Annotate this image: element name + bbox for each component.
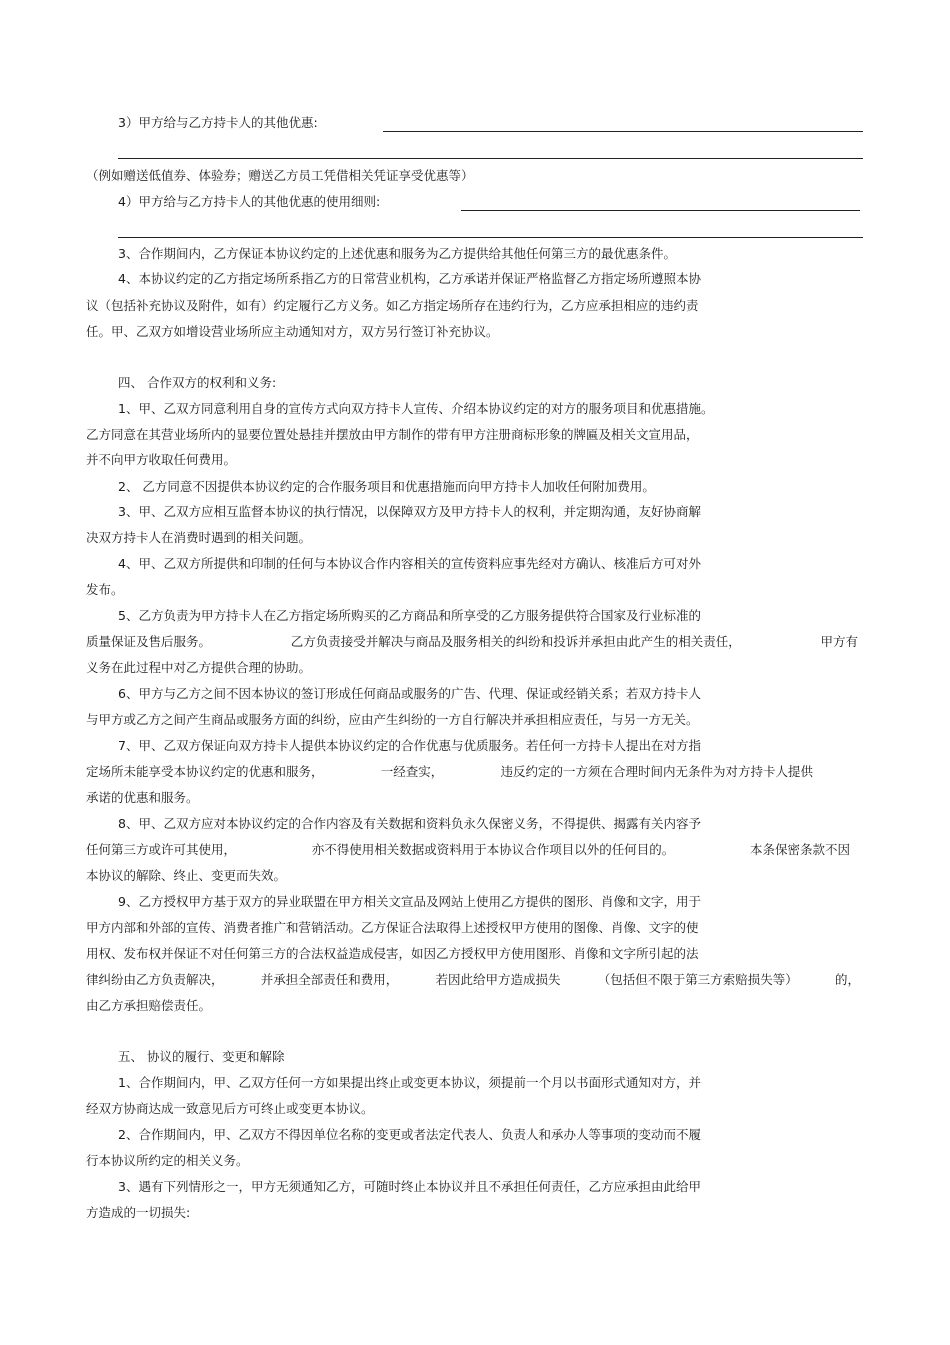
- item-4-fill-line: [461, 210, 860, 211]
- section-5-heading: 五、 协议的履行、变更和解除: [118, 1049, 285, 1064]
- clause-4-4-line-1: 4、甲、乙双方所提供和印制的任何与本协议合作内容相关的宣传资料应事先经对方确认、核准后方可对外: [118, 556, 701, 571]
- clause-4-9-line-3: 用权、发布权并保证不对任何第三方的合法权益造成侵害，如因乙方授权甲方使用图形、肖像和文字所引起的法: [86, 946, 699, 961]
- clause-5-1-line-2: 经双方协商达成一致意见后方可终止或变更本协议。: [86, 1101, 374, 1116]
- clause-4-3-line-1: 3、甲、乙双方应相互监督本协议的执行情况，以保障双方及甲方持卡人的权利，并定期沟通，友好协商解: [118, 504, 701, 519]
- item-3-fill-line-2: [118, 158, 863, 159]
- clause-4-5-seg-b: 乙方负责接受并解决与商品及服务相关的纠纷和投诉并承担由此产生的相关责任，: [290, 634, 741, 649]
- item-3-label: 3）甲方给与乙方持卡人的其他优惠:: [118, 115, 318, 130]
- clause-4-5-line-3: 义务在此过程中对乙方提供合理的协助。: [86, 660, 312, 675]
- clause-4-3-line-2: 决双方持卡人在消费时遇到的相关问题。: [86, 530, 312, 545]
- clause-4-9-line-2: 甲方内部和外部的宣传、消费者推广和营销活动。乙方保证合法取得上述授权甲方使用的图像、肖像、文字的使: [86, 920, 699, 935]
- clause-4-6-line-2: 与甲方或乙方之间产生商品或服务方面的纠纷，应由产生纠纷的一方自行解决并承担相应责任，与另一方无关。: [86, 712, 699, 727]
- clause-3-4-line-3: 任。甲、乙双方如增设营业场所应主动通知对方，双方另行签订补充协议。: [86, 324, 499, 339]
- clause-3-4-line-2: 议（包括补充协议及附件，如有）约定履行乙方义务。如乙方指定场所存在违约行为，乙方应承担相应的违约责: [86, 298, 699, 313]
- clause-4-1-line-3: 并不向甲方收取任何费用。: [86, 452, 237, 467]
- clause-4-9-line-5: 由乙方承担赔偿责任。: [86, 998, 212, 1013]
- clause-4-5-seg-c: 甲方有: [820, 634, 858, 649]
- clause-4-7-line-3: 承诺的优惠和服务。: [86, 790, 199, 805]
- clause-5-3-line-1: 3、遇有下列情形之一，甲方无须通知乙方，可随时终止本协议并且不承担任何责任，乙方应承担由此给甲: [118, 1179, 701, 1194]
- clause-5-2-line-2: 行本协议所约定的相关义务。: [86, 1153, 249, 1168]
- clause-4-7-line-2: [86, 764, 813, 780]
- clause-4-9-seg-c: 若因此给甲方造成损失: [435, 972, 561, 987]
- item-3-example: （例如赠送低值券、体验券；赠送乙方员工凭借相关凭证享受优惠等）: [86, 168, 474, 183]
- clause-4-7-seg-a: 定场所未能享受本协议约定的优惠和服务，: [86, 764, 324, 779]
- clause-4-5-line-2: [86, 634, 858, 650]
- clause-4-2: 2、 乙方同意不因提供本协议约定的合作服务项目和优惠措施而向甲方持卡人加收任何附加费用。: [118, 479, 655, 494]
- clause-4-4-line-2: 发布。: [86, 582, 124, 597]
- clause-4-9-seg-e: 的，: [834, 972, 860, 987]
- item-3-fill-line: [383, 131, 863, 132]
- clause-4-5-line-1: 5、乙方负责为甲方持卡人在乙方指定场所购买的乙方商品和所享受的乙方服务提供符合国家及行业标准的: [118, 608, 701, 623]
- clause-5-2-line-1: 2、合作期间内，甲、乙双方不得因单位名称的变更或者法定代表人、负责人和承办人等事项的变动而不履: [118, 1127, 701, 1142]
- clause-4-7-seg-b: 一经查实，: [380, 764, 444, 779]
- clause-4-9-line-4: [86, 972, 860, 988]
- item-4-fill-line-2: [118, 237, 863, 238]
- clause-4-8-line-3: 本协议的解除、终止、变更而失效。: [86, 868, 287, 883]
- clause-4-7-line-1: 7、甲、乙双方保证向双方持卡人提供本协议约定的合作优惠与优质服务。若任何一方持卡人提出在对方指: [118, 738, 701, 753]
- clause-4-8-seg-a: 任何第三方或许可其使用，: [86, 842, 237, 857]
- clause-3-3: 3、合作期间内，乙方保证本协议约定的上述优惠和服务为乙方提供给其他任何第三方的最优惠条件。: [118, 246, 676, 261]
- clause-4-9-seg-d: （包括但不限于第三方索赔损失等）: [597, 972, 798, 987]
- item-4-label: 4）甲方给与乙方持卡人的其他优惠的使用细则:: [118, 194, 381, 209]
- clause-4-9-seg-a: 律纠纷由乙方负责解决，: [86, 972, 224, 987]
- section-4-heading: 四、 合作双方的权利和义务:: [118, 375, 277, 390]
- clause-5-1-line-1: 1、合作期间内，甲、乙双方任何一方如果提出终止或变更本协议，须提前一个月以书面形式通知对方，并: [118, 1075, 701, 1090]
- clause-3-4-line-1: 4、本协议约定的乙方指定场所系指乙方的日常营业机构，乙方承诺并保证严格监督乙方指定场所遵照本协: [118, 271, 701, 286]
- clause-4-1-line-1: 1、甲、乙双方同意利用自身的宣传方式向双方持卡人宣传、介绍本协议约定的对方的服务项目和优惠措施。: [118, 401, 714, 416]
- clause-4-8-line-1: 8、甲、乙双方应对本协议约定的合作内容及有关数据和资料负永久保密义务，不得提供、揭露有关内容予: [118, 816, 701, 831]
- clause-5-3-line-2: 方造成的一切损失:: [86, 1205, 191, 1220]
- clause-4-8-seg-c: 本条保密条款不因: [749, 842, 850, 857]
- clause-4-1-line-2: 乙方同意在其营业场所内的显要位置处悬挂并摆放由甲方制作的带有甲方注册商标形象的牌匾及相关文宣用品，: [86, 427, 699, 442]
- clause-4-5-seg-a: 质量保证及售后服务。: [86, 634, 212, 649]
- clause-4-9-line-1: 9、乙方授权甲方基于双方的异业联盟在甲方相关文宣品及网站上使用乙方提供的图形、肖像和文字，用于: [118, 894, 701, 909]
- clause-4-8-line-2: [86, 842, 850, 858]
- clause-4-8-seg-b: 亦不得使用相关数据或资料用于本协议合作项目以外的任何目的。: [311, 842, 675, 857]
- clause-4-7-seg-c: 违反约定的一方须在合理时间内无条件为对方持卡人提供: [500, 764, 813, 779]
- clause-4-9-seg-b: 并承担全部责任和费用，: [260, 972, 399, 987]
- clause-4-6-line-1: 6、甲方与乙方之间不因本协议的签订形成任何商品或服务的广告、代理、保证或经销关系；若双方持卡人: [118, 686, 701, 701]
